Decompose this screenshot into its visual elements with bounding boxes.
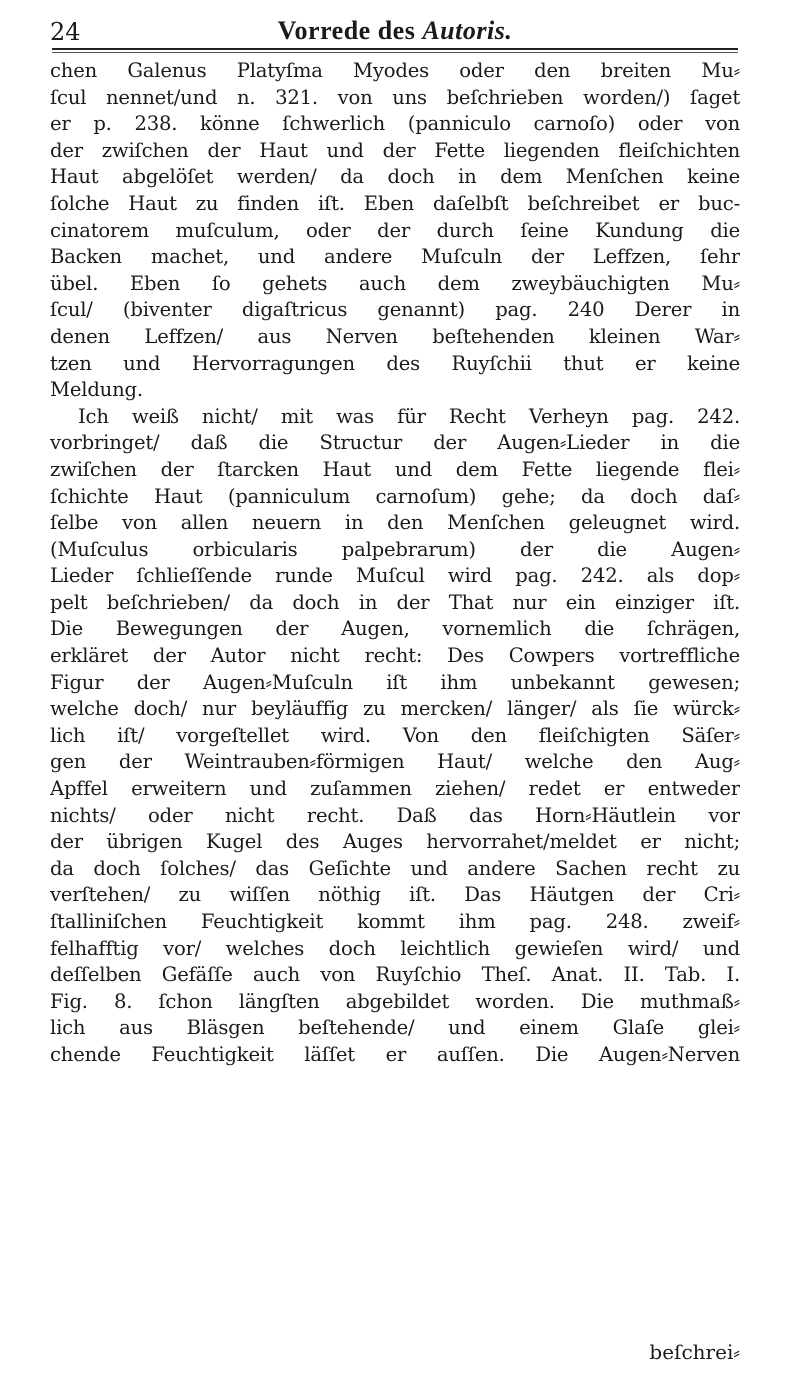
text-line: lich aus Bläsgen beſtehende/ und einem Glaſe glei⸗ <box>50 1016 740 1040</box>
text-line: felhafftig vor/ welches doch leichtlich gewieſen wird/ und <box>50 936 740 960</box>
text-line: übel. Eben ſo gehets auch dem zweybäuchigten Mu⸗ <box>50 271 740 295</box>
text-line: da doch ſolches/ das Geſichte und andere Sachen recht zu <box>50 856 740 880</box>
running-head-latin: Autoris. <box>422 16 513 45</box>
text-line: lich iſt/ vorgeſtellet wird. Von den fleiſchigten Säſer⸗ <box>50 723 740 747</box>
text-line: pelt beſchrieben/ da doch in der That nur ein einziger iſt. <box>50 590 740 614</box>
text-line: der übrigen Kugel des Auges hervorrahet/meldet er nicht; <box>50 830 740 854</box>
text-line: Ich weiß nicht/ mit was für Recht Verheyn pag. 242. <box>78 404 740 428</box>
running-head <box>50 16 740 46</box>
header-rule <box>52 48 738 50</box>
text-line: verſtehen/ zu wiſſen nöthig iſt. Das Häutgen der Cri⸗ <box>50 883 740 907</box>
running-head-text: Vorrede des <box>277 16 416 45</box>
text-line: welche doch/ nur beyläuffig zu mercken/ länger/ als ſie würck⸗ <box>50 697 740 721</box>
text-line: Apffel erweitern und zuſammen ziehen/ redet er entweder <box>50 777 740 801</box>
text-line: ſcul nennet/und n. 321. von uns beſchrieben worden/) ſaget <box>50 85 740 109</box>
text-line: Fig. 8. ſchon längſten abgebildet worden. Die muthmaß⸗ <box>50 989 740 1013</box>
page-header <box>50 8 740 44</box>
text-line: gen der Weintrauben⸗förmigen Haut/ welche den Aug⸗ <box>50 750 740 774</box>
text-line: deſſelben Gefäſſe auch von Ruyſchio Theſ. Anat. II. Tab. I. <box>50 963 740 987</box>
text-line: Lieder ſchlieſſende runde Muſcul wird pag. 242. als dop⸗ <box>50 564 740 588</box>
text-line: er p. 238. könne ſchwerlich (panniculo carnoſo) oder von <box>50 112 740 136</box>
text-line: erkläret der Autor nicht recht: Des Cowpers vortreffliche <box>50 644 740 668</box>
text-line: zwiſchen der ſtarcken Haut und dem Fette liegende flei⸗ <box>50 457 740 481</box>
body-text <box>50 58 740 1069</box>
text-line: Haut abgelöſet werden/ da doch in dem Menſchen keine <box>50 165 740 189</box>
text-line: ſolche Haut zu finden iſt. Eben daſelbſt beſchreibet er buc- <box>50 191 740 215</box>
text-line: (Muſculus orbicularis palpebrarum) der die Augen⸗ <box>50 537 740 561</box>
text-line: ſchichte Haut (panniculum carnoſum) gehe; da doch daſ⸗ <box>50 484 740 508</box>
text-line: ſcul/ (biventer digaſtricus genannt) pag. 240 Derer in <box>50 298 740 322</box>
text-line: chen Galenus Platyſma Myodes oder den breiten Mu⸗ <box>50 59 740 82</box>
text-line: Meldung. <box>50 378 143 402</box>
text-line: nichts/ oder nicht recht. Daß das Horn⸗Häutlein vor <box>50 803 740 827</box>
text-line: der zwiſchen der Haut und der Fette liegenden fleiſchichten <box>50 138 740 162</box>
text-line: denen Leffzen/ aus Nerven beſtehenden kleinen War⸗ <box>50 324 740 348</box>
text-line: vorbringet/ daß die Structur der Augen⸗Lieder in die <box>50 431 740 455</box>
catchword: beſchrei⸗ <box>649 1340 740 1364</box>
header-rule-thin <box>52 52 738 53</box>
text-line: Backen machet, und andere Muſculn der Leffzen, ſehr <box>50 245 740 269</box>
text-line: ſelbe von allen neuern in den Menſchen geleugnet wird. <box>50 511 740 535</box>
page-number: 24 <box>50 18 81 46</box>
text-line: tzen und Hervorragungen des Ruyſchii thut er keine <box>50 351 740 375</box>
text-line: chende Feuchtigkeit läſſet er auſſen. Die Augen⸗Nerven <box>50 1042 740 1066</box>
text-line: cinatorem muſculum, oder der durch ſeine Kundung die <box>50 218 740 242</box>
text-line: Figur der Augen⸗Muſculn iſt ihm unbekannt gewesen; <box>50 670 740 694</box>
text-line: Die Bewegungen der Augen, vornemlich die ſchrägen, <box>50 617 740 641</box>
text-line: ſtalliniſchen Feuchtigkeit kommt ihm pag. 248. zweif⸗ <box>50 910 740 933</box>
